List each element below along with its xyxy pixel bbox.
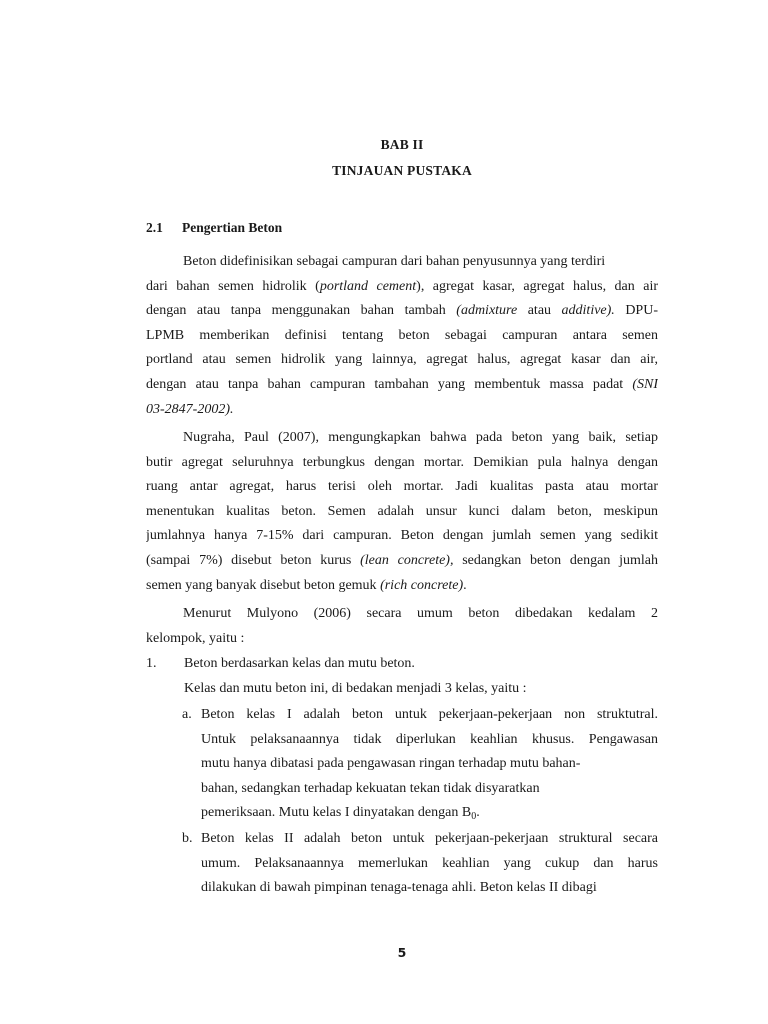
section-number: 2.1: [146, 220, 163, 235]
paragraph-line: menentukan kualitas beton. Semen adalah unsur kunci dalam beton, meskipun: [146, 503, 658, 519]
paragraph-line: 03-2847-2002).: [146, 401, 234, 417]
sub-list-marker: a.: [182, 707, 192, 722]
paragraph-line: kelompok, yaitu :: [146, 630, 245, 646]
paragraph-nugraha: [146, 426, 658, 598]
paragraph-line: Beton didefinisikan sebagai campuran dari bahan penyusunnya yang terdiri: [183, 254, 606, 269]
list-item: [146, 652, 658, 701]
list-item-heading: [146, 652, 658, 677]
sub-item-line: umum. Pelaksanaannya memerlukan keahlian yang cukup dan harus: [201, 855, 658, 871]
sub-list-marker: b.: [182, 831, 193, 846]
sub-list-item-b: [182, 827, 658, 901]
sub-item-line: mutu hanya dibatasi pada pengawasan ringan terhadap mutu bahan-: [201, 756, 581, 772]
paragraph-line: semen yang banyak disebut beton gemuk (rich concrete).: [146, 577, 467, 593]
paragraph-line: (sampai 7%) disebut beton kurus (lean concrete), sedangkan beton dengan jumlah: [146, 552, 658, 568]
paragraph-line: Menurut Mulyono (2006) secara umum beton dibedakan kedalam 2: [183, 606, 658, 621]
sub-item-line: a. Beton kelas I adalah beton untuk pekerjaan-pekerjaan non struktutral.: [182, 703, 658, 728]
paragraph-definition: [146, 250, 658, 422]
paragraph-line: jumlahnya hanya 7-15% dari campuran. Beton dengan jumlah semen yang sedikit: [146, 528, 658, 544]
chapter-number: BAB II: [380, 137, 424, 152]
paragraph-line: dengan atau tanpa menggunakan bahan tambah (admixture atau additive). DPU-: [146, 303, 658, 319]
list-item-intro: Kelas dan mutu beton ini, di bedakan menjadi 3 kelas, yaitu :: [184, 680, 527, 696]
paragraph-line: portland atau semen hidrolik yang lainnya, agregat halus, agregat kasar dan air,: [146, 352, 658, 368]
paragraph-line: dari bahan semen hidrolik (portland cement), agregat kasar, agregat halus, dan air: [146, 278, 658, 294]
section-title: Pengertian Beton: [182, 220, 283, 235]
page-number: 5: [397, 945, 407, 960]
sub-item-line: Untuk pelaksanaannya tidak diperlukan keahlian khusus. Pengawasan: [201, 731, 658, 747]
chapter-title: TINJAUAN PUSTAKA: [332, 163, 472, 178]
sub-item-line: dilakukan di bawah pimpinan tenaga-tenaga ahli. Beton kelas II dibagi: [201, 880, 597, 896]
paragraph-mulyono: [146, 602, 658, 651]
list-item-title: Beton berdasarkan kelas dan mutu beton.: [184, 656, 415, 671]
paragraph-line: LPMB memberikan definisi tentang beton sebagai campuran antara semen: [146, 327, 658, 343]
paragraph-line: dengan atau tanpa bahan campuran tambahan yang membentuk massa padat (SNI: [146, 376, 658, 392]
paragraph-line: butir agregat seluruhnya terbungkus dengan mortar. Demikian pula halnya dengan: [146, 454, 658, 470]
sub-list-item-a: [182, 703, 658, 826]
sub-item-line: pemeriksaan. Mutu kelas I dinyatakan dengan $B_0$.: [201, 805, 480, 823]
paragraph-line: Nugraha, Paul (2007), mengungkapkan bahwa pada beton yang baik, setiap: [183, 430, 658, 445]
paragraph-line: ruang antar agregat, harus terisi oleh mortar. Jadi kualitas pasta atau mortar: [146, 479, 658, 495]
sub-item-line: bahan, sedangkan terhadap kekuatan tekan tidak disyaratkan: [201, 780, 540, 796]
sub-item-line: b. Beton kelas II adalah beton untuk pekerjaan-pekerjaan struktural secara: [182, 827, 658, 852]
section-heading: [146, 220, 282, 236]
list-marker: 1.: [146, 656, 157, 671]
